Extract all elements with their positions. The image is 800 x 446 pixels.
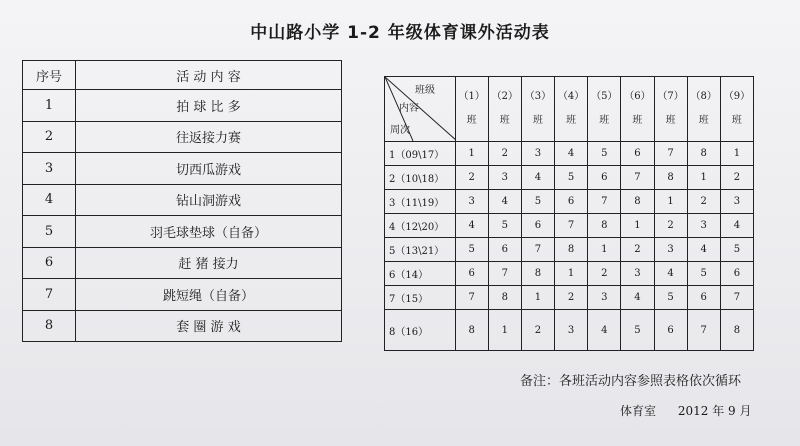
- schedule-cell: 5: [720, 238, 753, 262]
- schedule-cell: 2: [555, 286, 588, 310]
- schedule-cell: 2: [720, 166, 753, 190]
- class-header: [687, 77, 720, 142]
- activity-content: 跳短绳（自备）: [76, 279, 342, 311]
- schedule-cell: 5: [687, 262, 720, 286]
- schedule-cell: 1: [555, 262, 588, 286]
- schedule-cell: 2: [455, 166, 488, 190]
- activity-content: 往返接力赛: [76, 121, 342, 153]
- schedule-cell: 6: [588, 166, 621, 190]
- class-suffix: 班: [566, 115, 577, 126]
- schedule-cell: 3: [621, 262, 654, 286]
- week-cell: 7（15）: [385, 286, 456, 310]
- footer-date: 2012 年 9 月: [677, 404, 752, 418]
- class-header: [488, 77, 521, 142]
- activity-row: [23, 184, 342, 216]
- schedule-row: [385, 238, 754, 262]
- schedule-cell: 7: [687, 310, 720, 351]
- footer-office: 体育室: [620, 404, 657, 418]
- page-title: 中山路小学 1-2 年级体育课外活动表: [250, 23, 550, 43]
- schedule-table: [384, 76, 754, 351]
- class-number: （6）: [624, 91, 651, 102]
- schedule-cell: 8: [720, 310, 753, 351]
- schedule-cell: 8: [588, 214, 621, 238]
- schedule-cell: 4: [555, 142, 588, 166]
- schedule-cell: 3: [521, 142, 554, 166]
- schedule-cell: 1: [588, 238, 621, 262]
- week-cell: 3（11\19）: [385, 190, 456, 214]
- activity-content: 切西瓜游戏: [76, 153, 342, 185]
- schedule-cell: 4: [521, 166, 554, 190]
- class-number: （1）: [458, 91, 485, 102]
- schedule-cell: 5: [654, 286, 687, 310]
- schedule-cell: 6: [488, 238, 521, 262]
- schedule-row: [385, 286, 754, 310]
- schedule-cell: 3: [720, 190, 753, 214]
- class-header: [455, 77, 488, 142]
- schedule-row: [385, 214, 754, 238]
- schedule-cell: 2: [588, 262, 621, 286]
- schedule-cell: 1: [621, 214, 654, 238]
- schedule-cell: 3: [455, 190, 488, 214]
- class-header: [654, 77, 687, 142]
- schedule-cell: 2: [621, 238, 654, 262]
- footer: [620, 402, 769, 419]
- schedule-cell: 5: [621, 310, 654, 351]
- schedule-cell: 7: [455, 286, 488, 310]
- activity-no: 4: [23, 184, 76, 216]
- schedule-cell: 5: [588, 142, 621, 166]
- schedule-cell: 7: [488, 262, 521, 286]
- activity-content: 拍 球 比 多: [76, 90, 342, 122]
- schedule-cell: 6: [720, 262, 753, 286]
- class-header: [555, 77, 588, 142]
- class-header: [521, 77, 554, 142]
- schedule-cell: 5: [488, 214, 521, 238]
- class-number: （7）: [657, 91, 684, 102]
- schedule-cell: 4: [720, 214, 753, 238]
- schedule-cell: 3: [555, 310, 588, 351]
- class-suffix: 班: [466, 115, 477, 126]
- schedule-cell: 6: [555, 190, 588, 214]
- schedule-cell: 5: [521, 190, 554, 214]
- class-header: [720, 77, 753, 142]
- schedule-row: [385, 262, 754, 286]
- schedule-cell: 4: [488, 190, 521, 214]
- schedule-cell: 1: [687, 166, 720, 190]
- class-number: （3）: [524, 91, 552, 102]
- class-suffix: 班: [632, 115, 643, 126]
- activity-no: 8: [23, 310, 76, 342]
- schedule-cell: 3: [488, 166, 521, 190]
- class-header: [621, 77, 654, 142]
- schedule-cell: 8: [488, 286, 521, 310]
- schedule-cell: 2: [687, 190, 720, 214]
- schedule-cell: 6: [521, 214, 554, 238]
- activity-row: [23, 121, 342, 153]
- schedule-cell: 4: [588, 310, 621, 351]
- schedule-cell: 1: [654, 190, 687, 214]
- schedule-cell: 4: [455, 214, 488, 238]
- week-cell: 4（12\20）: [385, 214, 456, 238]
- schedule-cell: 5: [555, 166, 588, 190]
- schedule-cell: 3: [588, 286, 621, 310]
- schedule-cell: 8: [521, 262, 554, 286]
- activity-list-table: [22, 60, 342, 342]
- corner-cell: [385, 77, 456, 142]
- week-cell: 5（13\21）: [385, 238, 456, 262]
- activity-no: 2: [23, 121, 76, 153]
- activity-row: [23, 153, 342, 185]
- class-number: （8）: [690, 91, 717, 102]
- schedule-cell: 6: [654, 310, 687, 351]
- header-content: 活 动 内 容: [76, 61, 342, 90]
- class-number: （9）: [723, 91, 751, 102]
- schedule-cell: 7: [654, 142, 687, 166]
- schedule-cell: 6: [621, 142, 654, 166]
- class-suffix: 班: [499, 115, 510, 126]
- class-suffix: 班: [665, 115, 676, 126]
- schedule-cell: 1: [455, 142, 488, 166]
- week-cell: 6（14）: [385, 262, 456, 286]
- schedule-cell: 2: [488, 142, 521, 166]
- activity-no: 7: [23, 279, 76, 311]
- activity-content: 羽毛球垫球（自备）: [76, 216, 342, 248]
- week-cell: 8（16）: [385, 310, 456, 351]
- corner-week-label: 周次: [390, 125, 410, 136]
- schedule-cell: 3: [654, 238, 687, 262]
- class-suffix: 班: [698, 115, 709, 126]
- schedule-cell: 1: [488, 310, 521, 351]
- activity-row: [23, 279, 342, 311]
- schedule-row: [385, 190, 754, 214]
- schedule-cell: 7: [621, 166, 654, 190]
- class-header: [588, 77, 621, 142]
- activity-no: 6: [23, 247, 76, 279]
- schedule-cell: 1: [521, 286, 554, 310]
- class-number: （2）: [491, 91, 518, 102]
- class-suffix: 班: [599, 115, 610, 126]
- schedule-cell: 8: [555, 238, 588, 262]
- activity-no: 5: [23, 216, 76, 248]
- class-number: （5）: [591, 91, 618, 102]
- schedule-cell: 2: [521, 310, 554, 351]
- activity-content: 赶 猪 接力: [76, 247, 342, 279]
- schedule-cell: 5: [455, 238, 488, 262]
- schedule-cell: 7: [720, 286, 753, 310]
- class-suffix: 班: [731, 115, 742, 126]
- schedule-cell: 3: [687, 214, 720, 238]
- schedule-row: [385, 142, 754, 166]
- activity-content: 套 圈 游 戏: [76, 310, 342, 342]
- schedule-table-header: [385, 77, 754, 142]
- schedule-cell: 4: [621, 286, 654, 310]
- schedule-cell: 1: [720, 142, 753, 166]
- activity-content: 钻山洞游戏: [76, 184, 342, 216]
- schedule-row: [385, 166, 754, 190]
- activity-row: [23, 310, 342, 342]
- header-no: 序号: [23, 61, 76, 90]
- class-number: （4）: [557, 91, 585, 102]
- note: 备注：各班活动内容参照表格依次循环: [520, 374, 742, 389]
- corner-content-label: 内容: [399, 103, 419, 114]
- schedule-cell: 8: [654, 166, 687, 190]
- activity-row: [23, 247, 342, 279]
- class-suffix: 班: [532, 115, 543, 126]
- schedule-cell: 7: [555, 214, 588, 238]
- schedule-cell: 8: [455, 310, 488, 351]
- activity-row: [23, 216, 342, 248]
- schedule-cell: 2: [654, 214, 687, 238]
- schedule-row: [385, 310, 754, 351]
- schedule-cell: 7: [588, 190, 621, 214]
- corner-class-label: 班级: [415, 85, 435, 96]
- schedule-cell: 4: [654, 262, 687, 286]
- week-cell: 1（09\17）: [385, 142, 456, 166]
- schedule-cell: 6: [455, 262, 488, 286]
- activity-row: [23, 90, 342, 122]
- schedule-cell: 8: [687, 142, 720, 166]
- week-cell: 2（10\18）: [385, 166, 456, 190]
- activity-table-header: [23, 61, 342, 90]
- activity-no: 3: [23, 153, 76, 185]
- activity-no: 1: [23, 90, 76, 122]
- schedule-cell: 4: [687, 238, 720, 262]
- schedule-cell: 7: [521, 238, 554, 262]
- schedule-cell: 6: [687, 286, 720, 310]
- schedule-cell: 8: [621, 190, 654, 214]
